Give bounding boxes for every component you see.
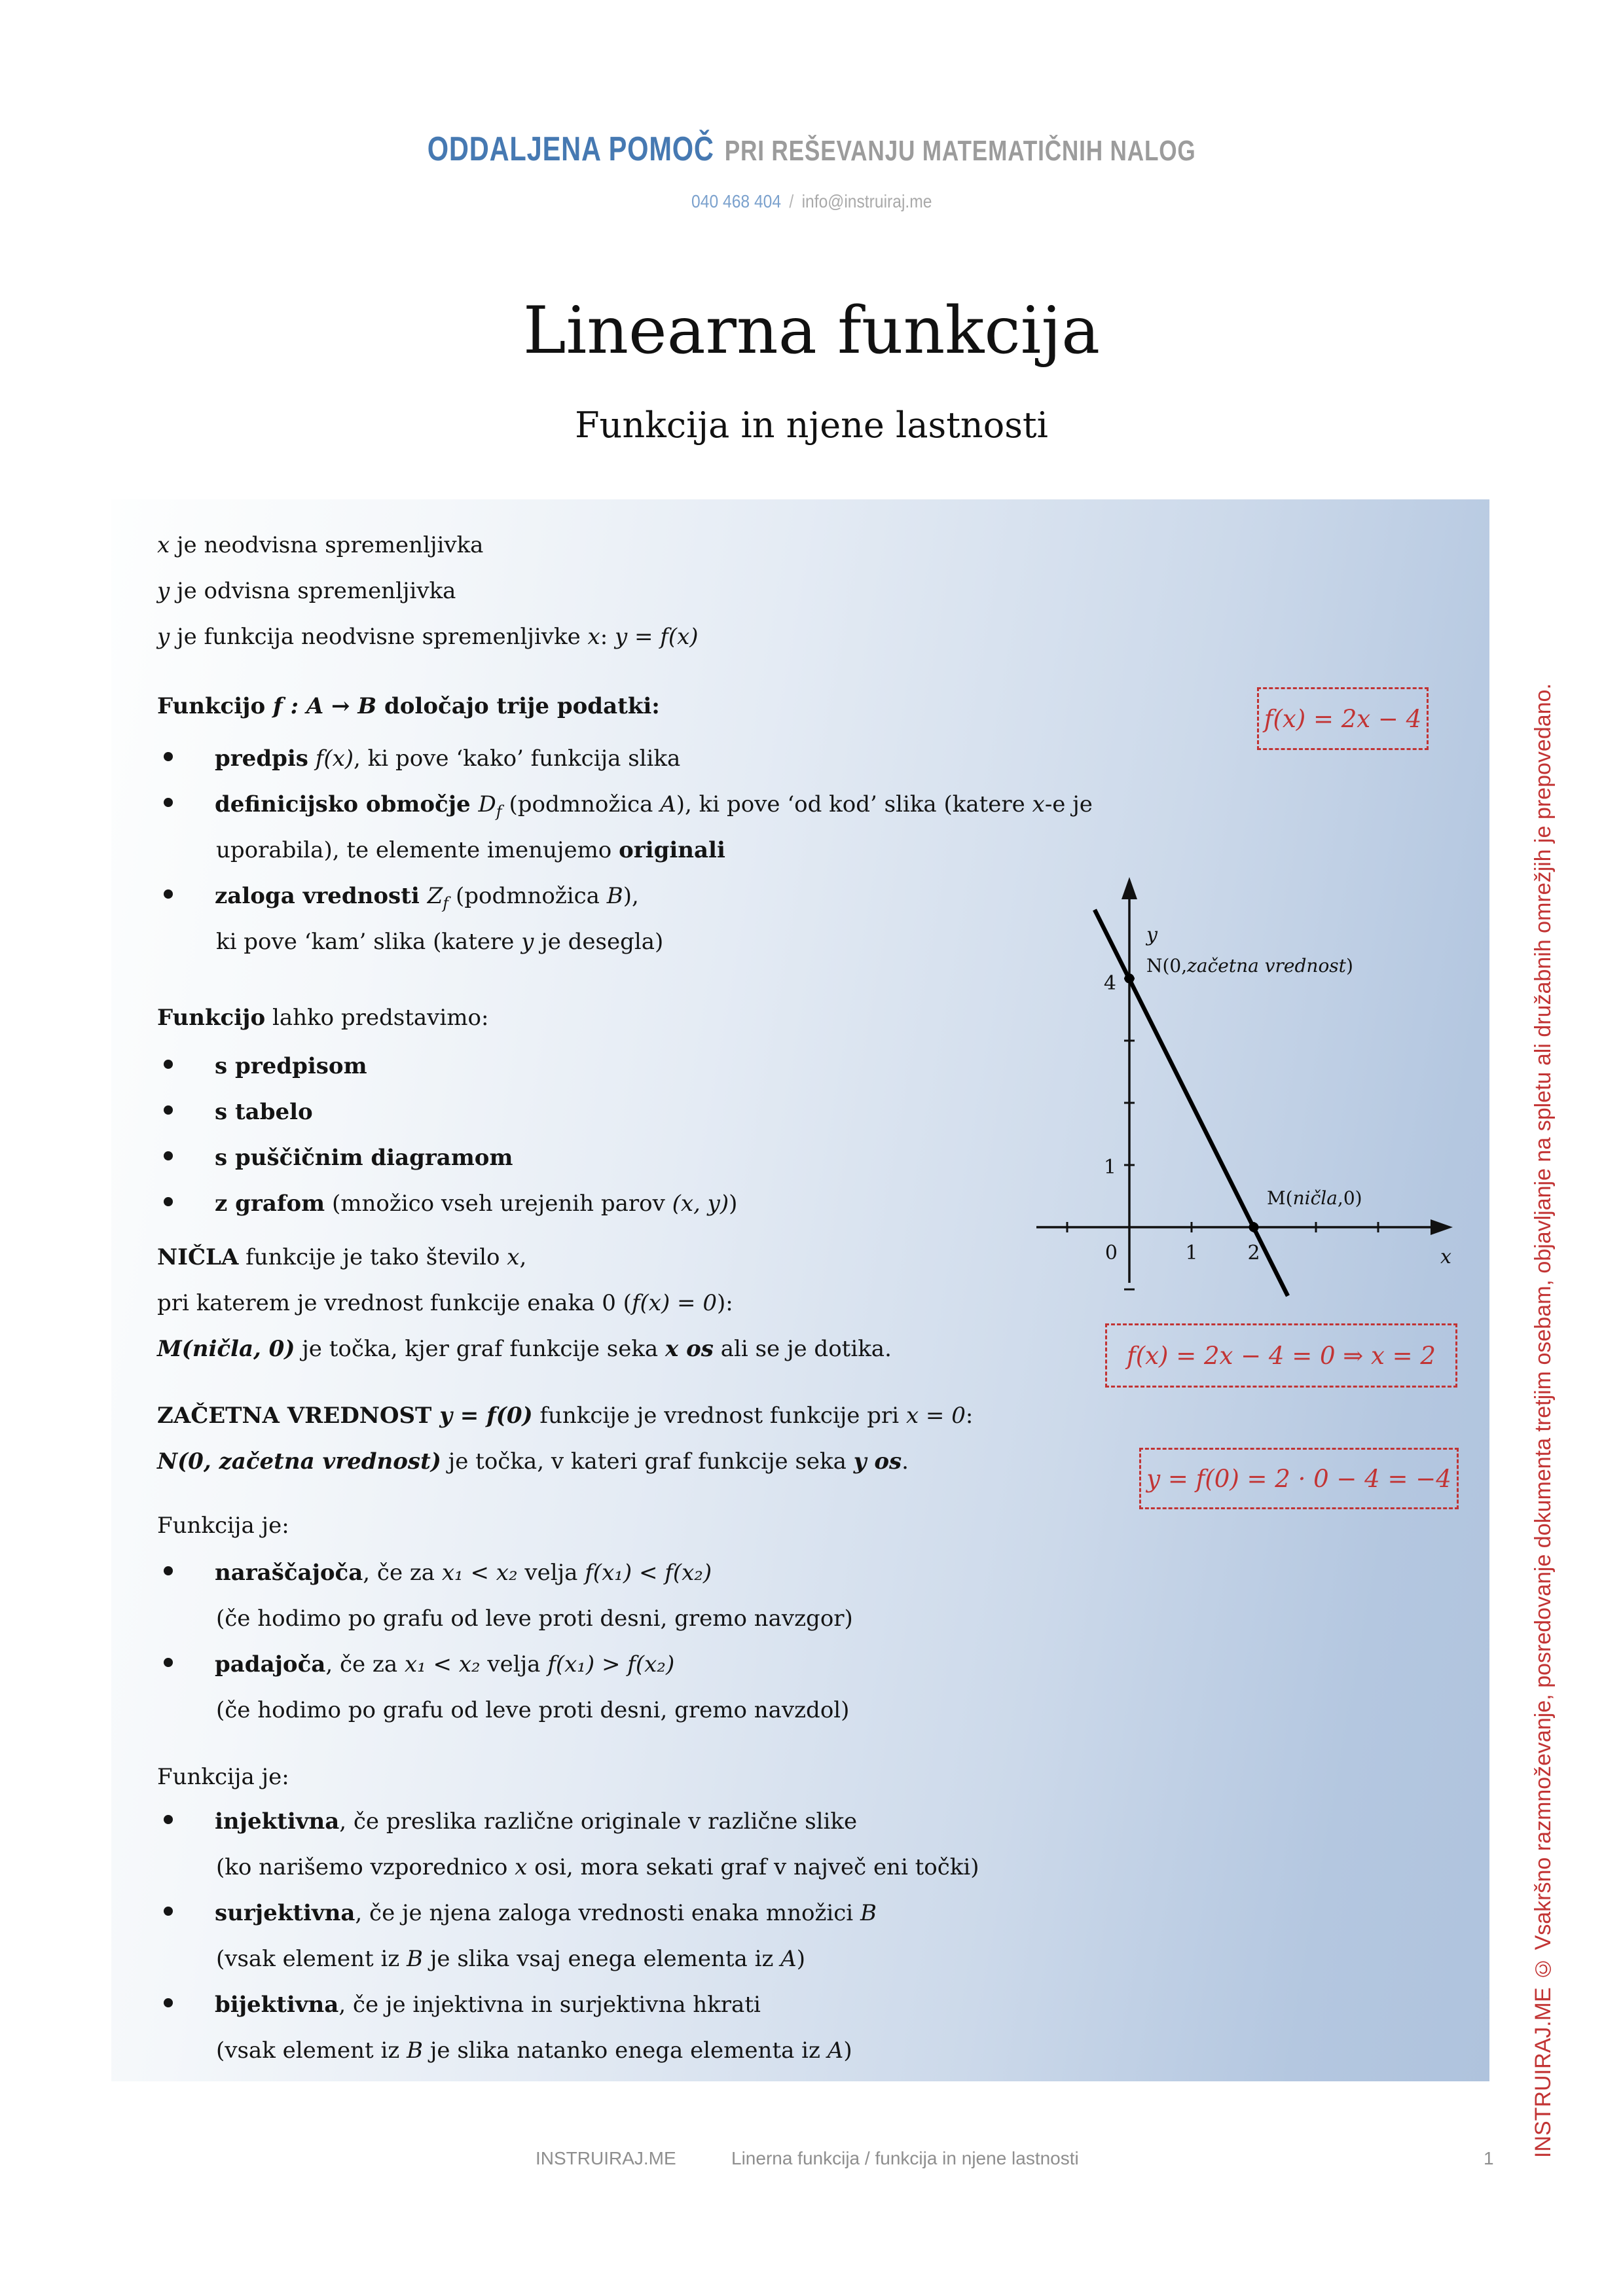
bullet-dot bbox=[164, 1907, 173, 1916]
contact-row bbox=[0, 191, 1623, 212]
page-subtitle: Funkcija in njene lastnosti bbox=[575, 404, 1048, 446]
email-address: info@instruiraj.me bbox=[801, 191, 932, 211]
section4-heading: Funkcija je: bbox=[157, 1513, 289, 1539]
header bbox=[0, 130, 1623, 169]
y-tick-label-1: 1 bbox=[1103, 1156, 1116, 1179]
point-N bbox=[1125, 974, 1135, 984]
bullet-dot bbox=[164, 752, 173, 761]
bullet-predpis: predpis f(x), ki pove ‘kako’ funkcija slika bbox=[164, 744, 680, 774]
zacetna-line-2: N(0, začetna vrednost) je točka, v kateri graf funkcije seka y os. bbox=[157, 1448, 909, 1475]
phone-number: 040 468 404 bbox=[691, 191, 781, 211]
function-graph bbox=[1018, 864, 1483, 1299]
bullet-definicijsko-cont: uporabila), te elemente imenujemo originali bbox=[216, 837, 725, 863]
separator: / bbox=[789, 191, 793, 211]
footer-doc-title: Linerna funkcija / funkcija in njene lastnosti bbox=[731, 2148, 1079, 2168]
bullet-dot bbox=[164, 798, 173, 807]
bullet-z-grafom: z grafom (množico vseh urejenih parov (x, y)) bbox=[164, 1189, 737, 1219]
x-axis-arrow-icon bbox=[1431, 1219, 1453, 1235]
bullet-s-predpisom: s predpisom bbox=[164, 1051, 367, 1081]
page-title: Linearna funkcija bbox=[522, 293, 1101, 368]
bullet-dot bbox=[164, 1151, 173, 1160]
x-tick-label-0: 0 bbox=[1104, 1242, 1118, 1265]
bullet-dot bbox=[164, 1060, 173, 1069]
section5-heading: Funkcija je: bbox=[157, 1764, 289, 1790]
bullet-bijektivna: bijektivna, če je injektivna in surjektivna hkrati bbox=[164, 1990, 761, 2020]
bullet-dot bbox=[164, 1105, 173, 1115]
bullet-dot bbox=[164, 1998, 173, 2007]
section1-heading: Funkcijo f : A → B določajo trije podatki: bbox=[157, 693, 660, 719]
formula-box-predpis bbox=[1257, 687, 1429, 750]
intro-line-1: x je neodvisna spremenljivka bbox=[157, 532, 484, 558]
y-axis-arrow-icon bbox=[1122, 877, 1137, 899]
bullet-dot bbox=[164, 889, 173, 899]
bullet-dot bbox=[164, 1566, 173, 1575]
bullet-dot bbox=[164, 1658, 173, 1667]
point-M bbox=[1249, 1223, 1259, 1232]
brand-name: ODDALJENA POMOČ bbox=[427, 130, 714, 168]
bullet-definicijsko: definicijsko območje $D_f$ (podmnožica A), ki pove ‘od kod’ slika (katere x-e je bbox=[164, 789, 1093, 827]
y-tick-label-4: 4 bbox=[1103, 972, 1116, 995]
intro-line-2: y je odvisna spremenljivka bbox=[157, 578, 456, 604]
formula-box-nicla bbox=[1105, 1323, 1457, 1388]
bullet-narascajoca: naraščajoča, če za x₁ < x₂ velja f(x₁) < f(x₂) bbox=[164, 1558, 712, 1588]
bullet-dot bbox=[164, 1815, 173, 1824]
nicla-line-2: pri katerem je vrednost funkcije enaka 0 (f(x) = 0): bbox=[157, 1290, 733, 1316]
bullet-bijektivna-note: (vsak element iz B je slika natanko enega elementa iz A) bbox=[216, 2037, 852, 2064]
footer-page-number: 1 bbox=[1484, 2148, 1494, 2168]
brand-tagline: PRI REŠEVANJU MATEMATIČNIH NALOG bbox=[724, 135, 1196, 167]
bullet-surjektivna-note: (vsak element iz B je slika vsaj enega elementa iz A) bbox=[216, 1946, 805, 1972]
x-tick-label-2: 2 bbox=[1247, 1242, 1260, 1265]
bullet-injektivna-note: (ko narišemo vzporednico x osi, mora sekati graf v največ eni točki) bbox=[216, 1854, 979, 1880]
zacetna-line-1: ZAČETNA VREDNOST y = f(0) funkcije je vrednost funkcije pri x = 0: bbox=[157, 1403, 974, 1429]
bullet-padajoca-note: (če hodimo po grafu od leve proti desni, gremo navzdol) bbox=[216, 1697, 850, 1723]
formula-box-zacetna bbox=[1139, 1448, 1459, 1509]
bullet-zaloga: zaloga vrednosti $Z_f$ (podmnožica B), bbox=[164, 881, 639, 918]
formula-zacetna: y = f(0) = 2 · 0 − 4 = −4 bbox=[1146, 1464, 1451, 1493]
point-N-label: N(0,začetna vrednost) bbox=[1146, 955, 1353, 977]
bullet-s-tabelo: s tabelo bbox=[164, 1097, 313, 1127]
x-tick-label-1: 1 bbox=[1185, 1242, 1198, 1265]
intro-line-3: y je funkcija neodvisne spremenljivke x: y = f(x) bbox=[157, 624, 699, 650]
section2-heading: Funkcijo lahko predstavimo: bbox=[157, 1005, 489, 1031]
y-axis-label: y bbox=[1146, 924, 1158, 946]
bullet-dot bbox=[164, 1197, 173, 1206]
nicla-line-3: M(ničla, 0) je točka, kjer graf funkcije seka x os ali se je dotika. bbox=[157, 1336, 892, 1362]
copyright-watermark: INSTRUIRAJ.ME © Vsakršno razmnoževanje, posredovanje dokumenta tretjim osebam, objavljanje na spletu ali družabnih omrežjih je prepovedano. bbox=[1531, 683, 1556, 2158]
formula-predpis: f(x) = 2x − 4 bbox=[1264, 704, 1422, 733]
formula-nicla: f(x) = 2x − 4 = 0 ⇒ x = 2 bbox=[1127, 1341, 1436, 1370]
x-axis-label: x bbox=[1440, 1246, 1451, 1268]
bullet-padajoca: padajoča, če za x₁ < x₂ velja f(x₁) > f(x₂) bbox=[164, 1649, 674, 1679]
bullet-zaloga-cont: ki pove ‘kam’ slika (katere y je desegla) bbox=[216, 929, 664, 955]
nicla-line-1: NIČLA funkcije je tako število x, bbox=[157, 1244, 527, 1270]
bullet-narascajoca-note: (če hodimo po grafu od leve proti desni, gremo navzgor) bbox=[216, 1605, 853, 1632]
bullet-injektivna: injektivna, če preslika različne originale v različne slike bbox=[164, 1806, 857, 1837]
bullet-surjektivna: surjektivna, če je njena zaloga vrednosti enaka množici B bbox=[164, 1898, 877, 1928]
footer-site: INSTRUIRAJ.ME bbox=[536, 2148, 676, 2168]
bullet-s-puscicnim: s puščičnim diagramom bbox=[164, 1143, 513, 1173]
point-M-label: M(ničla,0) bbox=[1267, 1187, 1362, 1209]
